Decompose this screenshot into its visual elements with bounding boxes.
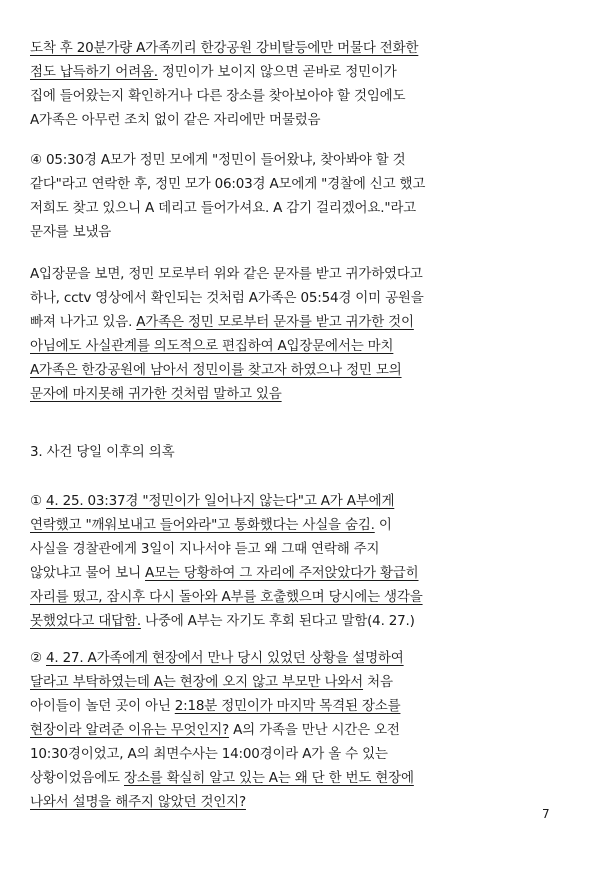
plain-text: 않았냐고 물어 보니 bbox=[30, 565, 146, 581]
item-marker: ① bbox=[30, 493, 46, 509]
underlined-text: 2:18분 정민이가 마지막 목격된 장소를 bbox=[174, 698, 401, 714]
text-line bbox=[30, 609, 415, 633]
text-line bbox=[30, 718, 400, 742]
text-line bbox=[30, 513, 392, 537]
plain-text: 정민이가 보이지 않으면 곧바로 정민이가 bbox=[157, 64, 397, 80]
section-title: 3. 사건 당일 이후의 의혹 bbox=[30, 444, 175, 460]
text-line bbox=[30, 310, 414, 334]
page-number: 7 bbox=[542, 807, 550, 821]
text-line bbox=[30, 60, 397, 84]
plain-text: A의 가족을 만난 시간은 오전 bbox=[229, 722, 400, 738]
plain-text: 나중에 A부는 자기도 후회 된다고 말함(4. 27.) bbox=[140, 613, 415, 629]
text-line: 문자를 보냈음 bbox=[30, 224, 112, 240]
text-line bbox=[30, 334, 393, 358]
text-line: 저희도 찾고 있으니 A 데리고 들어가셔요. A 감기 걸리겠어요."라고 bbox=[30, 200, 417, 216]
text-line bbox=[30, 36, 418, 60]
underlined-text: 자리를 떴고, 잠시후 다시 돌아와 A부를 호출했으며 당시에는 생각을 bbox=[30, 589, 423, 605]
underlined-text: 도착 후 20분가량 A가족끼리 한강공원 강비탈등에만 머물다 전화한 bbox=[30, 40, 419, 56]
underlined-text: 장소를 확실히 알고 있는 A는 왜 단 한 번도 현장에 bbox=[123, 770, 414, 786]
plain-text: 아이들이 놀던 곳이 아닌 bbox=[30, 698, 175, 714]
underlined-text: 4. 27. A가족에게 현장에서 만나 당시 있었던 상황을 설명하여 bbox=[46, 650, 404, 666]
text-line bbox=[30, 382, 282, 406]
text-line: A가족은 아무런 조치 없이 같은 자리에만 머물렀음 bbox=[30, 112, 321, 128]
underlined-text: 아님에도 사실관계를 의도적으로 편집하여 A입장문에서는 마치 bbox=[30, 338, 394, 354]
underlined-text: 나와서 설명을 해주지 않았던 것인지? bbox=[30, 794, 246, 810]
underlined-text: 문자에 마지못해 귀가한 것처럼 말하고 있음 bbox=[30, 386, 282, 402]
text-line bbox=[30, 646, 404, 670]
text-line bbox=[30, 585, 423, 609]
item-marker: ② bbox=[30, 650, 46, 666]
plain-text: 빠져 나가고 있음. bbox=[30, 314, 137, 330]
text-line: A입장문을 보면, 정민 모로부터 위와 같은 문자를 받고 귀가하였다고 bbox=[30, 266, 423, 282]
plain-text: 상황이었음에도 bbox=[30, 770, 124, 786]
plain-text: 처음 bbox=[363, 674, 393, 690]
text-line bbox=[30, 694, 400, 718]
text-line bbox=[30, 358, 402, 382]
text-line: 사실을 경찰관에게 3일이 지나서야 듣고 왜 그때 연락해 주지 bbox=[30, 541, 380, 557]
text-line: ④ 05:30경 A모가 정민 모에게 "정민이 들어왔냐, 찾아봐야 할 것 bbox=[30, 152, 406, 168]
text-line bbox=[30, 561, 419, 585]
underlined-text: 연락했고 "깨워보내고 들어와라"고 통화했다는 사실을 숨김. bbox=[30, 517, 375, 533]
text-line bbox=[30, 790, 246, 814]
underlined-text: 달라고 부탁하였는데 A는 현장에 오지 않고 부모만 나와서 bbox=[30, 674, 364, 690]
plain-text: 이 bbox=[374, 517, 392, 533]
text-line: 하나, cctv 영상에서 확인되는 것처럼 A가족은 05:54경 이미 공원을 bbox=[30, 290, 424, 306]
underlined-text: 4. 25. 03:37경 "정민이가 일어나지 않는다"고 A가 A부에게 bbox=[46, 493, 395, 509]
underlined-text: A가족은 정민 모로부터 문자를 받고 귀가한 것이 bbox=[136, 314, 414, 330]
underlined-text: A모는 당황하여 그 자리에 주저앉았다가 황급히 bbox=[145, 565, 419, 581]
underlined-text: 현장이라 알려준 이유는 무엇인지? bbox=[30, 722, 230, 738]
underlined-text: 못했었다고 대답함. bbox=[30, 613, 141, 629]
underlined-text: A가족은 한강공원에 남아서 정민이를 찾고자 하였으나 정민 모의 bbox=[30, 362, 402, 378]
text-line: 집에 들어왔는지 확인하거나 다른 장소를 찾아보아야 할 것임에도 bbox=[30, 88, 406, 104]
text-line bbox=[30, 489, 394, 513]
text-line: 같다"라고 연락한 후, 정민 모가 06:03경 A모에게 "경찰에 신고 했고 bbox=[30, 176, 426, 192]
text-line bbox=[30, 670, 393, 694]
text-line bbox=[30, 766, 414, 790]
text-line: 10:30경이었고, A의 최면수사는 14:00경이라 A가 올 수 있는 bbox=[30, 746, 388, 762]
underlined-text: 점도 납득하기 어려움. bbox=[30, 64, 158, 80]
